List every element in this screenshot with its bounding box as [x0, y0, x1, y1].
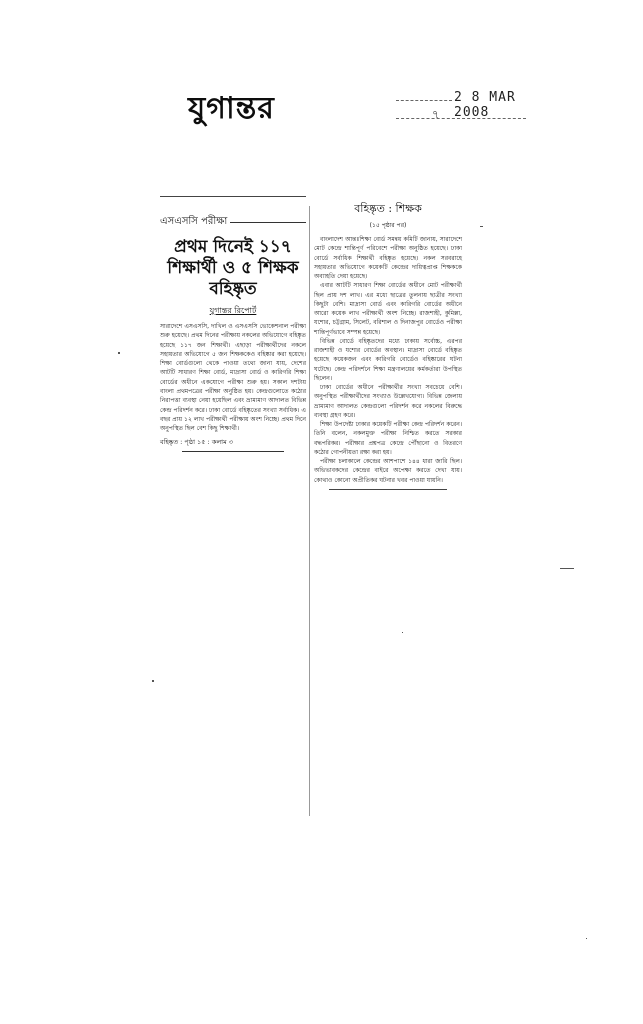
scan-speck: [402, 632, 403, 633]
newspaper-masthead: যুগান্তর: [188, 91, 275, 126]
headline-line: প্রথম দিনেই ১১৭: [174, 237, 292, 257]
left-article: [160, 200, 306, 452]
article-headline: [160, 237, 306, 300]
article-kicker: [160, 214, 306, 231]
top-rule: [160, 196, 306, 197]
continued-line: বহিষ্কৃত : পৃষ্ঠা ১৫ : কলাম ৩: [160, 437, 233, 446]
continuation-title: বহিষ্কৃত : শিক্ষক: [354, 202, 422, 215]
scan-speck: [152, 680, 154, 682]
stamp-line: [396, 118, 526, 119]
bottom-rule: [329, 489, 447, 490]
headline-line: শিক্ষার্থী ও ৫ শিক্ষক: [167, 258, 299, 278]
date-stamp: [396, 86, 556, 126]
kicker-rule: [230, 222, 306, 223]
right-article: [314, 200, 462, 490]
continuation-subtitle: (১৫ পৃষ্ঠার পর): [369, 222, 407, 229]
stamp-date: 2 8 MAR 2008: [454, 90, 516, 120]
kicker-label: এসএসসি পরীক্ষা: [160, 216, 228, 227]
scan-speck: [480, 226, 483, 227]
body-paragraph: বিভিন্ন বোর্ডে বহিষ্কৃতদের মধ্যে ঢাকায় সর্বোচ্চ, এরপর রাজশাহী ও যশোর বোর্ডের অবস্থান। মাদ্রাসা বোর্ডে বহিষ্কৃত হয়েছে কয়েকজন এবং কারিগরি বোর্ডেও বহিষ্কারের ঘটনা ঘটেছে। কেন্দ্র পরিদর্শনে শিক্ষা মন্ত্রণালয়ের কর্মকর্তারা উপস্থিত ছিলেন।: [314, 337, 462, 382]
scan-speck: [118, 352, 120, 354]
end-rule: [182, 451, 284, 452]
stamp-line: [396, 100, 452, 101]
article-body: সারাদেশে এসএসসি, দাখিল ও এসএসসি ভোকেশনাল পরীক্ষা শুরু হয়েছে। প্রথম দিনের পরীক্ষায় নকলের অভিযোগে বহিষ্কৃত হয়েছে ১১৭ জন শিক্ষার্থী। এছাড়া পরীক্ষার্থীদের নকলে সহায়তার অভিযোগে ৫ জন শিক্ষককেও বহিষ্কার করা হয়েছে। শিক্ষা বোর্ডগুলো থেকে পাওয়া তথ্যে জানা যায়, দেশের আটটি সাধারণ শিক্ষা বোর্ড, মাদ্রাসা বোর্ড ও কারিগরি শিক্ষা বোর্ডের অধীনে একযোগে পরীক্ষা শুরু হয়। সকাল দশটায় বাংলা প্রথমপত্রের পরীক্ষা অনুষ্ঠিত হয়। কেন্দ্রগুলোতে কঠোর নিরাপত্তা ব্যবস্থা নেয়া হয়েছিল এবং ভ্রাম্যমাণ আদালত বিভিন্ন কেন্দ্র পরিদর্শন করে। ঢাকা বোর্ডে বহিষ্কৃতের সংখ্যা সর্বাধিক। এ বছর প্রায় ১২ লাখ পরীক্ষার্থী পরীক্ষায় অংশ নিচ্ছে। প্রথম দিনে অনুপস্থিত ছিল বেশ কিছু শিক্ষার্থী।: [160, 323, 306, 433]
body-paragraph: এবার আটটি সাধারণ শিক্ষা বোর্ডের অধীনে মোট পরীক্ষার্থী ছিল প্রায় দশ লাখ। এর মধ্যে ছাত্রের তুলনায় ছাত্রীর সংখ্যা কিছুটা বেশি। মাদ্রাসা বোর্ড এবং কারিগরি বোর্ডের অধীনে আরো কয়েক লাখ পরীক্ষার্থী অংশ নিচ্ছে। রাজশাহী, কুমিল্লা, যশোর, চট্টগ্রাম, সিলেট, বরিশাল ও দিনাজপুর বোর্ডেও পরীক্ষা শান্তিপূর্ণভাবে সম্পন্ন হয়েছে।: [314, 282, 462, 336]
column-divider: [309, 206, 310, 816]
scan-speck: [560, 568, 574, 569]
article-byline: যুগান্তর রিপোর্ট: [209, 306, 257, 315]
scan-speck: [586, 938, 587, 939]
continuation-body: [314, 235, 462, 485]
body-paragraph: শিক্ষা উপদেষ্টা ঢাকার কয়েকটি পরীক্ষা কেন্দ্র পরিদর্শন করেন। তিনি বলেন, নকলমুক্ত পরীক্ষা নিশ্চিত করতে সরকার বদ্ধপরিকর। পরীক্ষার প্রশ্নপত্র কেন্দ্রে পৌঁছানো ও বিতরণে কঠোর গোপনীয়তা রক্ষা করা হয়।: [314, 421, 462, 456]
stamp-page-number: ৭: [432, 108, 440, 121]
body-paragraph: বাংলাদেশ আন্তঃশিক্ষা বোর্ড সমন্বয় কমিটি জানায়, সারাদেশে মোট কেন্দ্রে শান্তিপূর্ণ পরিবেশে পরীক্ষা অনুষ্ঠিত হয়েছে। ঢাকা বোর্ডে সর্বাধিক শিক্ষার্থী বহিষ্কৃত হয়েছে। নকল সরবরাহে সহায়তার অভিযোগে কয়েকটি কেন্দ্রের দায়িত্বপ্রাপ্ত শিক্ষককে অব্যাহতি দেয়া হয়েছে।: [314, 236, 462, 280]
body-paragraph: পরীক্ষা চলাকালে কেন্দ্রের আশপাশে ১৪৪ ধারা জারি ছিল। অভিভাবকদের কেন্দ্রের বাইরে অপেক্ষা করতে দেখা যায়। কোথাও কোনো অপ্রীতিকর ঘটনার খবর পাওয়া যায়নি।: [314, 458, 462, 484]
body-paragraph: ঢাকা বোর্ডের অধীনে পরীক্ষার্থীর সংখ্যা সবচেয়ে বেশি। অনুপস্থিত পরীক্ষার্থীদের সংখ্যাও উল্লেখযোগ্য। বিভিন্ন জেলায় ভ্রাম্যমাণ আদালত কেন্দ্রগুলো পরিদর্শন করে নকলের বিরুদ্ধে ব্যবস্থা গ্রহণ করে।: [314, 384, 462, 419]
headline-line: বহিষ্কৃত: [209, 279, 257, 299]
